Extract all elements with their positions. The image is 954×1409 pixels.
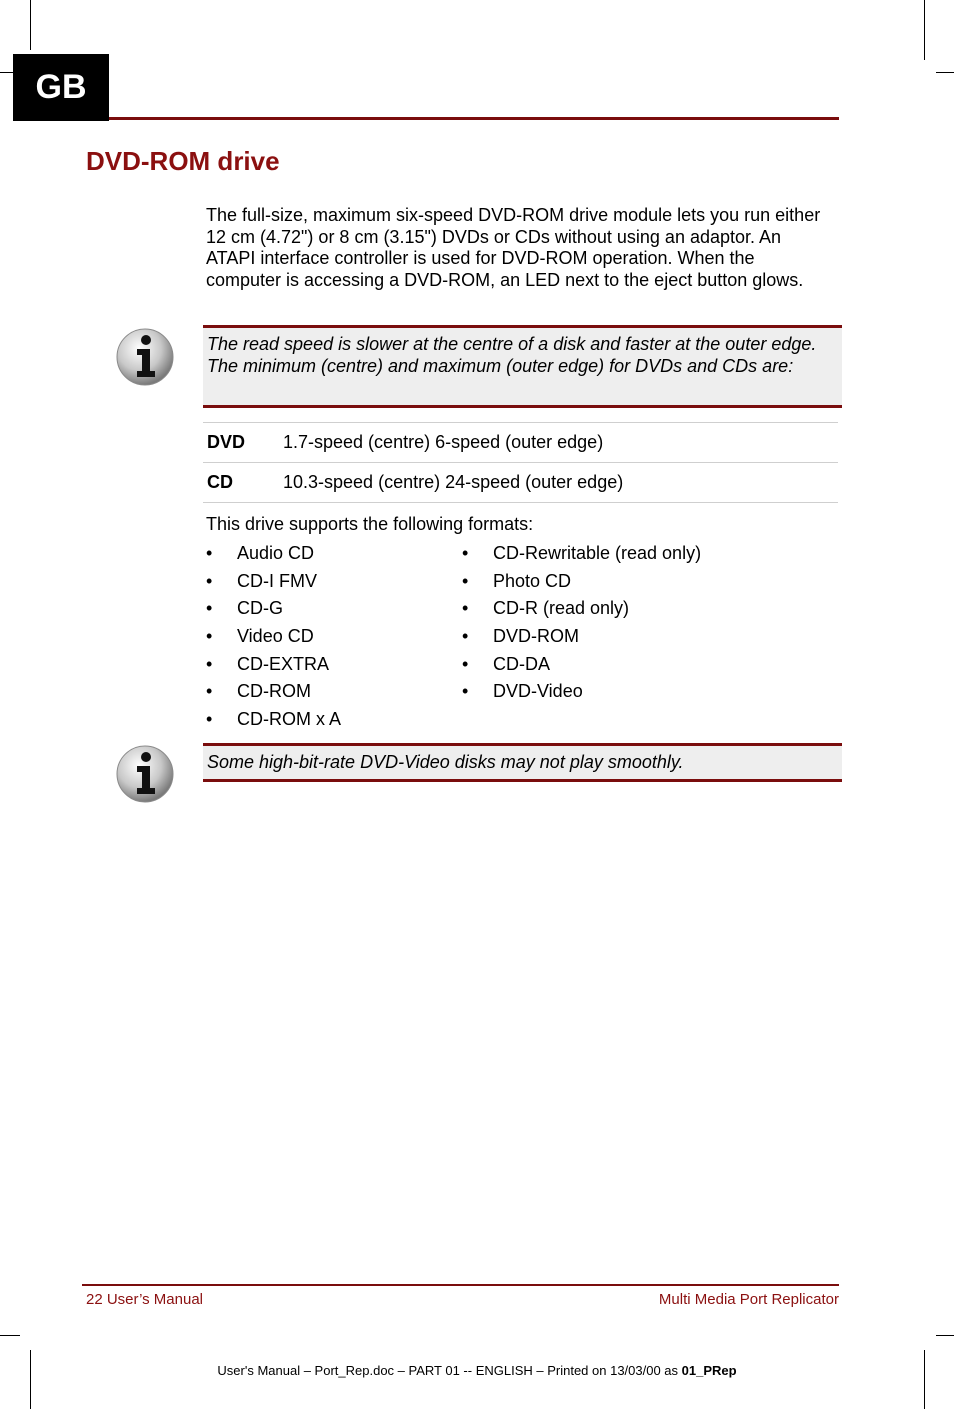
crop-mark (0, 72, 14, 73)
list-item: • CD-DA (462, 653, 701, 681)
speed-value: 1.7-speed (centre) 6-speed (outer edge) (279, 423, 838, 463)
table-row (203, 423, 838, 463)
note-dvd-video: Some high-bit-rate DVD-Video disks may not play smoothly. (203, 743, 842, 782)
table-row (203, 463, 838, 503)
formats-list-left (206, 542, 341, 736)
print-info-line (0, 1363, 954, 1378)
info-icon (115, 744, 175, 804)
footer-page-label: 22 User’s Manual (86, 1291, 204, 1308)
list-item: • DVD-ROM (462, 625, 701, 653)
list-item: • DVD-Video (462, 680, 701, 708)
crop-mark (924, 0, 925, 60)
list-item: • CD-Rewritable (read only) (462, 542, 701, 570)
list-item: • Video CD (206, 625, 341, 653)
speed-label: CD (203, 463, 279, 503)
section-title: DVD-ROM drive (86, 146, 280, 176)
list-item: • CD-EXTRA (206, 653, 341, 681)
info-icon (115, 327, 175, 387)
list-item: • CD-G (206, 597, 341, 625)
crop-mark (30, 1350, 31, 1409)
crop-mark (30, 0, 31, 50)
print-info-text: User's Manual – Port_Rep.doc – PART 01 -- ENGLISH – Printed on 13/03/00 as (217, 1363, 682, 1378)
list-item: • CD-R (read only) (462, 597, 701, 625)
list-item: • Photo CD (462, 570, 701, 598)
crop-mark (936, 72, 954, 73)
language-tab-label: GB (35, 68, 87, 106)
crop-mark (0, 1335, 20, 1336)
list-item: • CD-I FMV (206, 570, 341, 598)
formats-list-right (462, 542, 701, 708)
crop-mark (936, 1335, 954, 1336)
footer-rule (82, 1284, 839, 1286)
footer-chapter-label: Multi Media Port Replicator (658, 1291, 839, 1308)
print-info-filename: 01_PRep (681, 1363, 737, 1378)
language-tab (13, 54, 109, 121)
header-rule (109, 117, 839, 120)
list-item: • CD-ROM (206, 680, 341, 708)
speed-value: 10.3-speed (centre) 24-speed (outer edge) (279, 463, 838, 503)
list-item: • CD-ROM x A (206, 708, 341, 736)
speed-table (203, 422, 838, 503)
intro-paragraph: The full-size, maximum six-speed DVD-ROM drive module lets you run either 12 cm (4.72") or 8 cm (3.15") DVDs or CDs without using an adaptor. An ATAPI interface controller is used for DVD-ROM operation. When the computer is accessing a DVD-ROM, an LED next to the eject button glows. (206, 205, 821, 290)
speed-label: DVD (203, 423, 279, 463)
formats-intro: This drive supports the following formats: (206, 514, 534, 534)
note-read-speed: The read speed is slower at the centre of a disk and faster at the outer edge. The minimum (centre) and maximum (outer edge) for DVDs and CDs are: (203, 325, 842, 408)
list-item: • Audio CD (206, 542, 341, 570)
crop-mark (924, 1350, 925, 1409)
